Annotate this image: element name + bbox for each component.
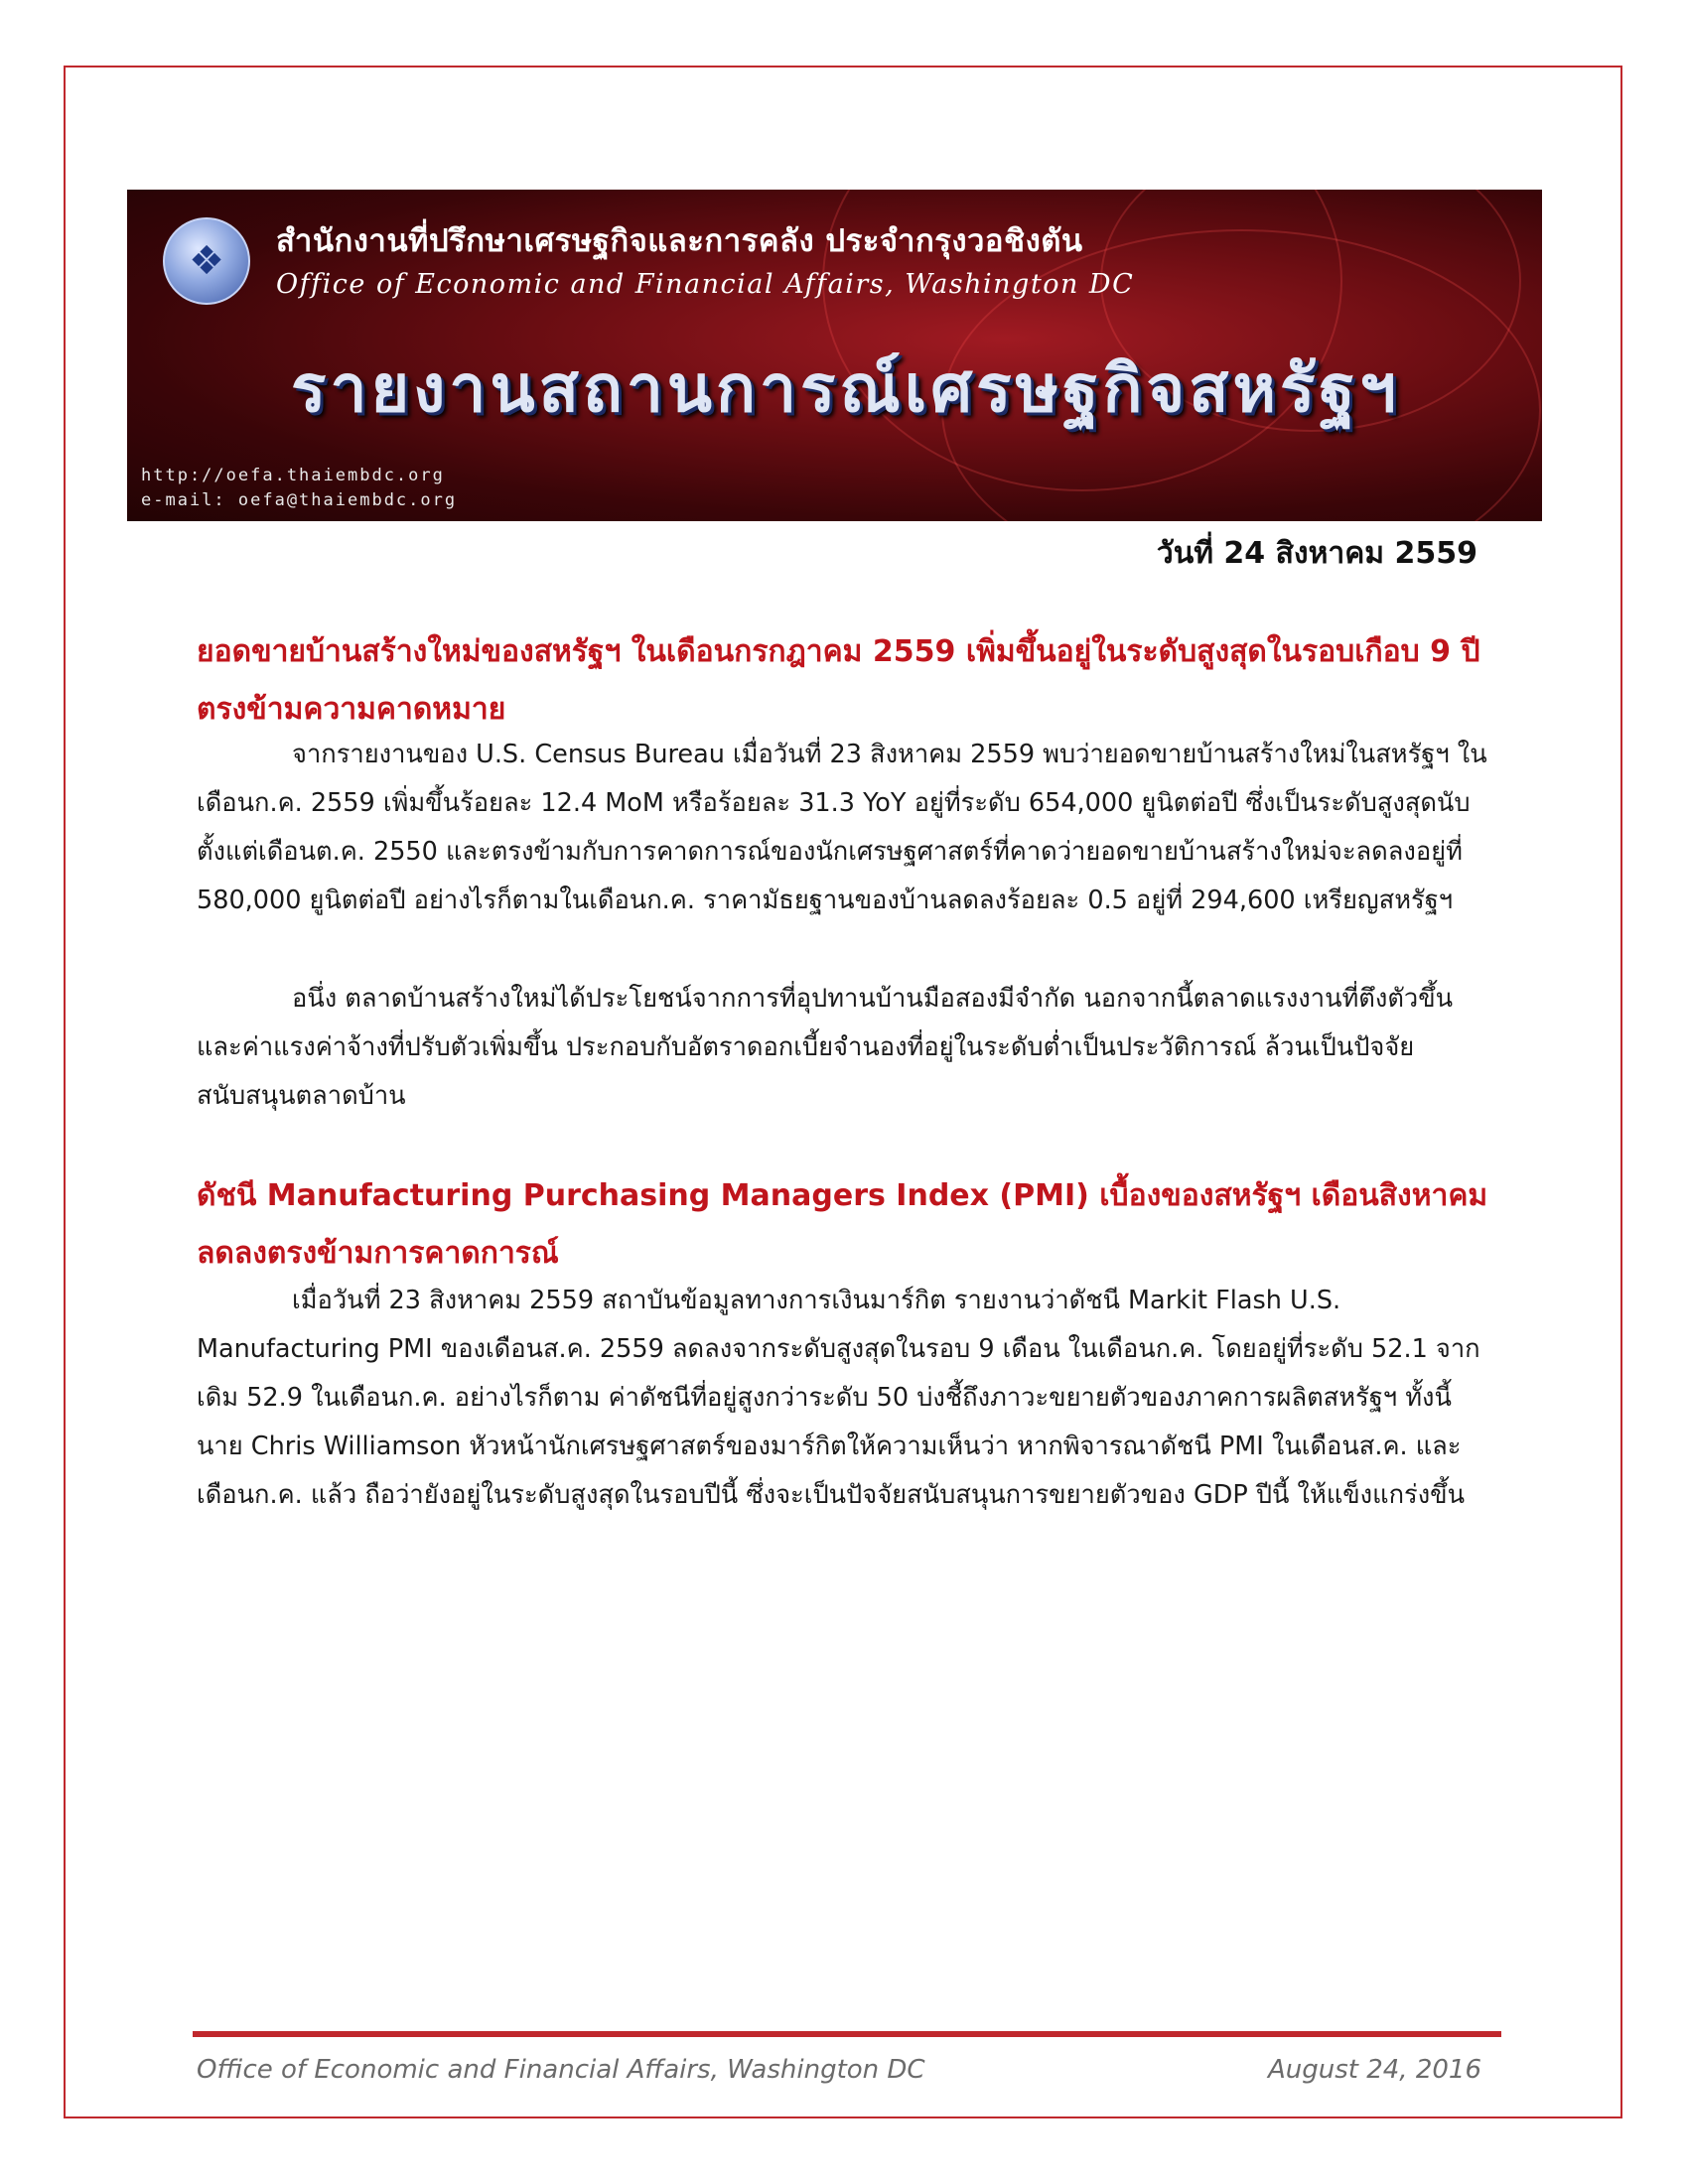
section-1-paragraph-1: จากรายงานของ U.S. Census Bureau เมื่อวันที่ 23 สิงหาคม 2559 พบว่ายอดขายบ้านสร้างใหม่ในสหรัฐฯ ในเดือนก.ค. 2559 เพิ่มขึ้นร้อยละ 12.4 MoM หรือร้อยละ 31.3 YoY อยู่ที่ระดับ 654,000 ยูนิตต่อปี ซึ่งเป็นระดับสูงสุดนับตั้งแต่เดือนต.ค. 2550 และตรงข้ามกับการคาดการณ์ของนักเศรษฐศาสตร์ที่คาดว่ายอดขายบ้านสร้างใหม่จะลดลงอยู่ที่ 580,000 ยูนิตต่อปี อย่างไรก็ตามในเดือนก.ค. ราคามัธยฐานของบ้านลดลงร้อยละ 0.5 อยู่ที่ 294,600 เหรียญสหรัฐฯ bbox=[197, 740, 1487, 915]
report-banner bbox=[127, 190, 1542, 521]
report-date: วันที่ 24 สิงหาคม 2559 bbox=[1156, 536, 1477, 571]
section-2-headline: ดัชนี Manufacturing Purchasing Managers Index (PMI) เบื้องของสหรัฐฯ เดือนสิงหาคม ลดลงตรงข้ามการคาดการณ์ bbox=[197, 1178, 1488, 1271]
section-1-paragraph-2: อนึ่ง ตลาดบ้านสร้างใหม่ได้ประโยชน์จากการที่อุปทานบ้านมือสองมีจำกัด นอกจากนี้ตลาดแรงงานที่ตึงตัวขึ้น และค่าแรงค่าจ้างที่ปรับตัวเพิ่มขึ้น ประกอบกับอัตราดอกเบี้ยจำนองที่อยู่ในระดับต่ำเป็นประวัติการณ์ ล้วนเป็นปัจจัยสนับสนุนตลาดบ้าน bbox=[197, 984, 1454, 1111]
banner-contact bbox=[141, 464, 457, 513]
banner-english-org: Office of Economic and Financial Affairs, Washington DC bbox=[276, 269, 1135, 300]
section-2-paragraph-1: เมื่อวันที่ 23 สิงหาคม 2559 สถาบันข้อมูลทางการเงินมาร์กิต รายงานว่าดัชนี Markit Flash U.S. Manufacturing PMI ของเดือนส.ค. 2559 ลดลงจากระดับสูงสุดในรอบ 9 เดือน ในเดือนก.ค. โดยอยู่ที่ระดับ 52.1 จากเดิม 52.9 ในเดือนก.ค. อย่างไรก็ตาม ค่าดัชนีที่อยู่สูงกว่าระดับ 50 บ่งชี้ถึงภาวะขยายตัวของภาคการผลิตสหรัฐฯ ทั้งนี้นาย Chris Williamson หัวหน้านักเศรษฐศาสตร์ของมาร์กิตให้ความเห็นว่า หากพิจารณาดัชนี PMI ในเดือนส.ค. และเดือนก.ค. แล้ว ถือว่ายังอยู่ในระดับสูงสุดในรอบปีนี้ ซึ่งจะเป็นปัจจัยสนับสนุนการขยายตัวของ GDP ปีนี้ ให้แข็งแกร่งขึ้น bbox=[197, 1286, 1480, 1510]
footer-date: August 24, 2016 bbox=[1267, 2055, 1481, 2085]
banner-title: รายงานสถานการณ์เศรษฐกิจสหรัฐฯ bbox=[291, 350, 1400, 427]
section-1-headline: ยอดขายบ้านสร้างใหม่ของสหรัฐฯ ในเดือนกรกฎาคม 2559 เพิ่มขึ้นอยู่ในระดับสูงสุดในรอบเกือบ 9 ปี ตรงข้ามความคาดหมาย bbox=[197, 634, 1480, 727]
banner-email: e-mail: oefa@thaiembdc.org bbox=[141, 490, 458, 510]
banner-url: http://oefa.thaiembdc.org bbox=[141, 466, 445, 485]
footer-rule bbox=[193, 2031, 1501, 2037]
banner-thai-org: สำนักงานที่ปรึกษาเศรษฐกิจและการคลัง ประจำกรุงวอชิงตัน bbox=[276, 223, 1083, 259]
footer-office: Office of Economic and Financial Affairs, Washington DC bbox=[197, 2055, 925, 2085]
garuda-seal-icon: ❖ bbox=[163, 217, 250, 305]
